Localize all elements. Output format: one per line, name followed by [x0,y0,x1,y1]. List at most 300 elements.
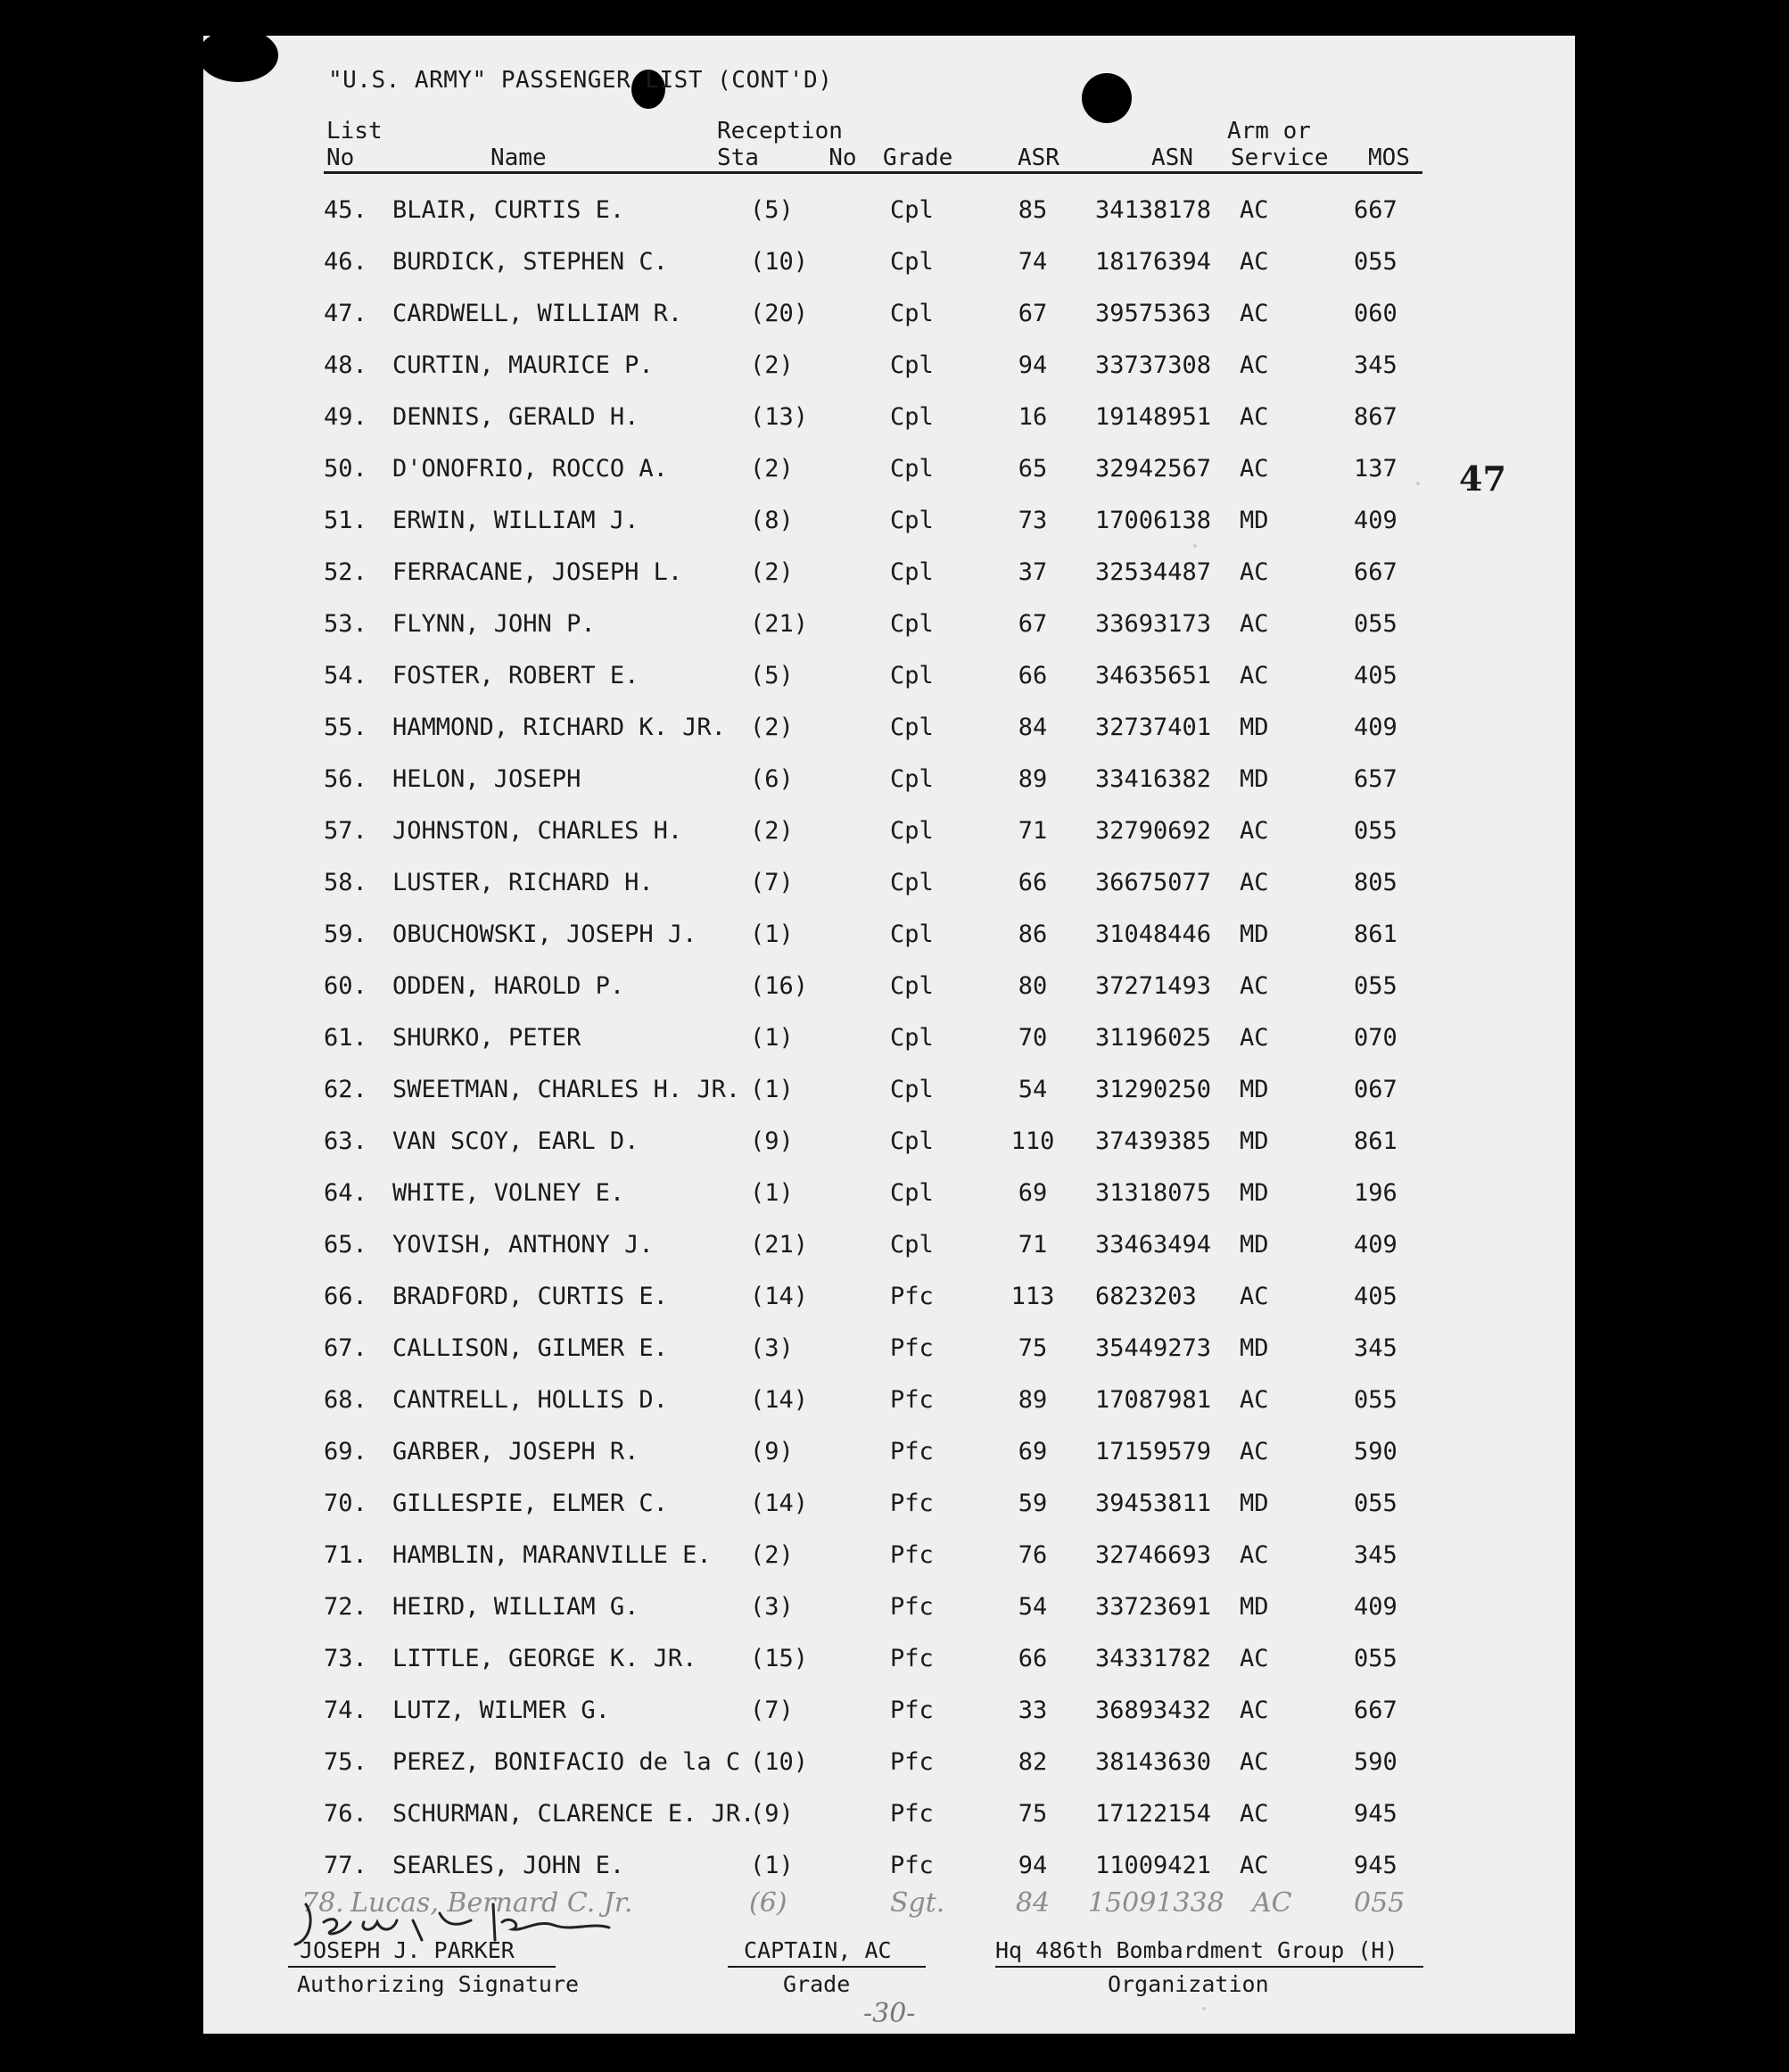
cell-arm: AC [1240,1800,1269,1828]
cell-mos: 067 [1354,1076,1397,1103]
table-row [203,972,1575,1024]
cell-list-no: 67. [324,1334,367,1362]
cell-asr: 67 [1018,610,1048,638]
cell-name: SHURKO, PETER [392,1024,581,1052]
cell-list-no: 76. [324,1800,367,1828]
table-row [203,714,1575,765]
cell-arm: MD [1240,714,1269,741]
cell-asn: 37271493 [1095,972,1212,1000]
cell-arm: AC [1240,610,1269,638]
cell-arm: AC [1240,196,1269,224]
ink-blot [1082,73,1132,123]
cell-name: BURDICK, STEPHEN C. [392,248,668,276]
cell-reception-sta: (2) [750,714,794,741]
cell-asn: 17122154 [1095,1800,1212,1828]
table-row [203,1231,1575,1283]
cell-mos: 590 [1354,1748,1397,1776]
cell-grade: Pfc [890,1800,934,1828]
cell-name: HELON, JOSEPH [392,765,581,793]
table-row [203,403,1575,455]
cell-asn: 38143630 [1095,1748,1212,1776]
cell-grade: Cpl [890,972,934,1000]
cell-reception-sta: (14) [750,1386,809,1414]
cell-grade: Sgt. [890,1887,945,1919]
cell-mos: 409 [1354,507,1397,534]
cell-asr: 94 [1018,1852,1048,1879]
signature-line [288,1966,556,1968]
cell-grade: Pfc [890,1438,934,1465]
margin-note: 47 [1459,458,1506,499]
cell-reception-sta: (14) [750,1490,809,1517]
cell-list-no: 73. [324,1645,367,1672]
cell-name: HAMMOND, RICHARD K. JR. [392,714,726,741]
cell-reception-sta: (7) [750,869,794,896]
cell-name: HEIRD, WILLIAM G. [392,1593,639,1621]
page-title: "U.S. ARMY" PASSENGER LIST (CONT'D) [328,67,833,94]
cell-name: LITTLE, GEORGE K. JR. [392,1645,697,1672]
cell-mos: 345 [1354,1334,1397,1362]
cell-reception-sta: (9) [750,1800,794,1828]
header-reception-top: Reception [717,118,843,144]
cell-mos: 861 [1354,920,1397,948]
cell-asr: 75 [1018,1800,1048,1828]
cell-arm: AC [1252,1887,1292,1919]
paper-speck [1416,482,1420,485]
cell-asr: 85 [1018,196,1048,224]
table-row [203,869,1575,920]
cell-grade: Cpl [890,507,934,534]
paper-speck [1202,2007,1206,2010]
cell-arm: AC [1240,1386,1269,1414]
cell-asr: 70 [1018,1024,1048,1052]
cell-name: VAN SCOY, EARL D. [392,1127,639,1155]
cell-arm: AC [1240,1438,1269,1465]
table-row [203,300,1575,351]
cell-arm: AC [1240,1541,1269,1569]
grade-caption: Grade [783,1971,851,1997]
signature-name: JOSEPH J. PARKER [300,1937,515,1963]
cell-reception-sta: (21) [750,1231,809,1259]
cell-name: Lucas, Bernard C. Jr. [350,1887,633,1919]
organization-caption: Organization [1108,1971,1269,1997]
header-asr: ASR [1018,144,1059,171]
cell-list-no: 77. [324,1852,367,1879]
cell-name: FLYNN, JOHN P. [392,610,596,638]
table-row [203,1645,1575,1696]
cell-grade: Cpl [890,869,934,896]
cell-arm: AC [1240,869,1269,896]
header-mos: MOS [1368,144,1410,171]
cell-reception-sta: (6) [750,765,794,793]
cell-asr: 89 [1018,765,1048,793]
cell-asr: 67 [1018,300,1048,327]
cell-name: BRADFORD, CURTIS E. [392,1283,668,1310]
table-row [203,765,1575,817]
cell-asr: 69 [1018,1438,1048,1465]
cell-asr: 75 [1018,1334,1048,1362]
cell-mos: 055 [1354,610,1397,638]
cell-list-no: 70. [324,1490,367,1517]
cell-reception-sta: (1) [750,1179,794,1207]
cell-reception-sta: (14) [750,1283,809,1310]
cell-name: JOHNSTON, CHARLES H. [392,817,683,845]
cell-name: SEARLES, JOHN E. [392,1852,625,1879]
cell-asr: 76 [1018,1541,1048,1569]
cell-list-no: 61. [324,1024,367,1052]
cell-reception-sta: (7) [750,1696,794,1724]
cell-reception-sta: (10) [750,248,809,276]
cell-name: ERWIN, WILLIAM J. [392,507,639,534]
page-number: -30- [863,1998,916,2029]
cell-asr: 54 [1018,1593,1048,1621]
cell-asr: 65 [1018,455,1048,483]
cell-list-no: 50. [324,455,367,483]
cell-reception-sta: (2) [750,1541,794,1569]
cell-asn: 32746693 [1095,1541,1212,1569]
cell-grade: Pfc [890,1696,934,1724]
cell-name: WHITE, VOLNEY E. [392,1179,625,1207]
cell-mos: 055 [1354,817,1397,845]
cell-arm: AC [1240,351,1269,379]
cell-list-no: 58. [324,869,367,896]
cell-reception-sta: (20) [750,300,809,327]
cell-asn: 36675077 [1095,869,1212,896]
cell-reception-sta: (3) [750,1593,794,1621]
cell-list-no: 66. [324,1283,367,1310]
cell-list-no: 78. [301,1887,344,1919]
cell-asr: 37 [1018,558,1048,586]
cell-arm: AC [1240,662,1269,689]
cell-arm: MD [1240,1127,1269,1155]
cell-grade: Cpl [890,403,934,431]
cell-asr: 54 [1018,1076,1048,1103]
header-name: Name [491,144,547,171]
cell-asn: 33416382 [1095,765,1212,793]
cell-name: PEREZ, BONIFACIO de la C [392,1748,741,1776]
table-row [203,920,1575,972]
cell-asr: 74 [1018,248,1048,276]
cell-arm: MD [1240,1076,1269,1103]
table-row [203,1490,1575,1541]
cell-grade: Pfc [890,1386,934,1414]
header-arm-top: Arm or [1227,118,1311,144]
cell-arm: AC [1240,558,1269,586]
table-row [203,455,1575,507]
cell-grade: Cpl [890,817,934,845]
cell-list-no: 69. [324,1438,367,1465]
table-row [203,610,1575,662]
cell-grade: Cpl [890,1024,934,1052]
cell-list-no: 62. [324,1076,367,1103]
table-row [203,1541,1575,1593]
cell-mos: 657 [1354,765,1397,793]
cell-grade: Cpl [890,300,934,327]
cell-list-no: 63. [324,1127,367,1155]
cell-grade: Cpl [890,248,934,276]
cell-asn: 32534487 [1095,558,1212,586]
cell-name: FERRACANE, JOSEPH L. [392,558,683,586]
cell-arm: MD [1240,1179,1269,1207]
cell-grade: Cpl [890,610,934,638]
cell-asn: 39575363 [1095,300,1212,327]
cell-name: HAMBLIN, MARANVILLE E. [392,1541,712,1569]
cell-list-no: 48. [324,351,367,379]
cell-reception-sta: (21) [750,610,809,638]
table-row [203,351,1575,403]
cell-arm: AC [1240,248,1269,276]
cell-asr: 84 [1018,714,1048,741]
cell-arm: AC [1240,403,1269,431]
cell-list-no: 60. [324,972,367,1000]
cell-grade: Cpl [890,1076,934,1103]
cell-asn: 31318075 [1095,1179,1212,1207]
cell-grade: Pfc [890,1490,934,1517]
cell-arm: MD [1240,1593,1269,1621]
cell-mos: 345 [1354,1541,1397,1569]
cell-mos: 409 [1354,1593,1397,1621]
cell-reception-sta: (9) [750,1127,794,1155]
cell-reception-sta: (1) [750,1024,794,1052]
cell-arm: AC [1240,300,1269,327]
table-row [203,817,1575,869]
cell-grade: Cpl [890,765,934,793]
signature-caption: Authorizing Signature [297,1971,580,1997]
cell-asr: 71 [1018,817,1048,845]
cell-reception-sta: (13) [750,403,809,431]
cell-grade: Cpl [890,1179,934,1207]
cell-grade: Cpl [890,662,934,689]
cell-mos: 055 [1354,1386,1397,1414]
cell-reception-sta: (1) [750,920,794,948]
cell-mos: 861 [1354,1127,1397,1155]
cell-arm: MD [1240,1490,1269,1517]
cell-name: LUTZ, WILMER G. [392,1696,610,1724]
cell-mos: 945 [1354,1852,1397,1879]
cell-list-no: 52. [324,558,367,586]
cell-name: FOSTER, ROBERT E. [392,662,639,689]
cell-mos: 667 [1354,558,1397,586]
cell-name: CURTIN, MAURICE P. [392,351,654,379]
cell-mos: 060 [1354,300,1397,327]
cell-reception-sta: (2) [750,455,794,483]
table-row [203,1076,1575,1127]
cell-asn: 33693173 [1095,610,1212,638]
header-rule [324,171,1422,174]
cell-list-no: 75. [324,1748,367,1776]
cell-asr: 71 [1018,1231,1048,1259]
cell-name: YOVISH, ANTHONY J. [392,1231,654,1259]
cell-name: BLAIR, CURTIS E. [392,196,625,224]
organization-line [995,1966,1423,1968]
cell-asn: 31290250 [1095,1076,1212,1103]
cell-arm: MD [1240,1231,1269,1259]
organization-value: Hq 486th Bombardment Group (H) [995,1937,1398,1963]
cell-name: SCHURMAN, CLARENCE E. JR. [392,1800,755,1828]
cell-list-no: 53. [324,610,367,638]
cell-list-no: 46. [324,248,367,276]
cell-mos: 055 [1354,248,1397,276]
cell-asr: 113 [1010,1283,1055,1310]
table-row [203,662,1575,714]
cell-asn: 31048446 [1095,920,1212,948]
table-row [203,1127,1575,1179]
cell-mos: 345 [1354,351,1397,379]
cell-arm: AC [1240,972,1269,1000]
cell-arm: MD [1240,1334,1269,1362]
cell-reception-sta: (2) [750,817,794,845]
table-row [203,507,1575,558]
cell-arm: AC [1240,1748,1269,1776]
table-row [203,1593,1575,1645]
cell-asr: 73 [1018,507,1048,534]
cell-grade: Pfc [890,1852,934,1879]
cell-mos: 667 [1354,1696,1397,1724]
cell-list-no: 65. [324,1231,367,1259]
cell-name: CALLISON, GILMER E. [392,1334,668,1362]
cell-mos: 405 [1354,1283,1397,1310]
cell-mos: 805 [1354,869,1397,896]
cell-asn: 19148951 [1095,403,1212,431]
cell-asr: 82 [1018,1748,1048,1776]
table-row [203,1696,1575,1748]
cell-reception-sta: (1) [750,1852,794,1879]
table-row [203,1748,1575,1800]
cell-mos: 867 [1354,403,1397,431]
cell-asn: 32790692 [1095,817,1212,845]
cell-asn: 31196025 [1095,1024,1212,1052]
cell-list-no: 59. [324,920,367,948]
cell-mos: 055 [1354,972,1397,1000]
cell-asn: 37439385 [1095,1127,1212,1155]
cell-name: DENNIS, GERALD H. [392,403,639,431]
ink-blot [198,29,278,82]
table-row [203,248,1575,300]
grade-value: CAPTAIN, AC [744,1937,892,1963]
cell-arm: MD [1240,920,1269,948]
cell-reception-sta: (10) [750,1748,809,1776]
cell-grade: Cpl [890,920,934,948]
cell-mos: 070 [1354,1024,1397,1052]
cell-asn: 33723691 [1095,1593,1212,1621]
cell-arm: MD [1240,765,1269,793]
table-row [203,1438,1575,1490]
cell-grade: Pfc [890,1645,934,1672]
cell-asr: 80 [1018,972,1048,1000]
cell-reception-sta: (6) [749,1887,787,1919]
table-row [203,196,1575,248]
cell-list-no: 68. [324,1386,367,1414]
cell-asr: 86 [1018,920,1048,948]
cell-name: D'ONOFRIO, ROCCO A. [392,455,668,483]
cell-grade: Cpl [890,558,934,586]
cell-asr: 94 [1018,351,1048,379]
header-asn: ASN [1151,144,1193,171]
cell-asr: 66 [1018,1645,1048,1672]
cell-grade: Cpl [890,455,934,483]
cell-asn: 34138178 [1095,196,1212,224]
cell-name: OBUCHOWSKI, JOSEPH J. [392,920,697,948]
cell-grade: Pfc [890,1541,934,1569]
cell-reception-sta: (2) [750,558,794,586]
cell-asr: 66 [1018,662,1048,689]
cell-list-no: 74. [324,1696,367,1724]
cell-reception-sta: (15) [750,1645,809,1672]
cell-reception-sta: (3) [750,1334,794,1362]
cell-grade: Cpl [890,1231,934,1259]
cell-reception-sta: (9) [750,1438,794,1465]
cell-arm: AC [1240,1283,1269,1310]
cell-arm: AC [1240,455,1269,483]
cell-list-no: 55. [324,714,367,741]
cell-grade: Pfc [890,1334,934,1362]
cell-name: CARDWELL, WILLIAM R. [392,300,683,327]
cell-list-no: 72. [324,1593,367,1621]
cell-grade: Cpl [890,351,934,379]
cell-asr: 66 [1018,869,1048,896]
cell-name: GARBER, JOSEPH R. [392,1438,639,1465]
cell-asn: 17006138 [1095,507,1212,534]
cell-asr: 16 [1018,403,1048,431]
cell-reception-sta: (5) [750,196,794,224]
cell-asr: 33 [1018,1696,1048,1724]
table-row [203,1283,1575,1334]
table-row [203,558,1575,610]
cell-asr: 59 [1018,1490,1048,1517]
cell-asr: 84 [1015,1887,1051,1919]
cell-asn: 17087981 [1095,1386,1212,1414]
cell-list-no: 49. [324,403,367,431]
header-grade: Grade [883,144,953,171]
cell-reception-sta: (2) [750,351,794,379]
cell-mos: 055 [1354,1490,1397,1517]
table-row [203,1334,1575,1386]
cell-list-no: 45. [324,196,367,224]
cell-mos: 196 [1354,1179,1397,1207]
cell-list-no: 57. [324,817,367,845]
cell-mos: 055 [1354,1887,1406,1919]
cell-list-no: 54. [324,662,367,689]
cell-asn: 6823203 [1095,1283,1197,1310]
cell-asn: 39453811 [1095,1490,1212,1517]
cell-mos: 667 [1354,196,1397,224]
cell-mos: 409 [1354,714,1397,741]
cell-mos: 590 [1354,1438,1397,1465]
cell-reception-sta: (16) [750,972,809,1000]
cell-asn: 32737401 [1095,714,1212,741]
header-arm-bottom: Service [1231,144,1329,171]
cell-name: SWEETMAN, CHARLES H. JR. [392,1076,741,1103]
cell-reception-sta: (1) [750,1076,794,1103]
cell-name: CANTRELL, HOLLIS D. [392,1386,668,1414]
cell-grade: Cpl [890,1127,934,1155]
cell-mos: 137 [1354,455,1397,483]
table-row [203,1179,1575,1231]
cell-asn: 33737308 [1095,351,1212,379]
cell-asn: 11009421 [1095,1852,1212,1879]
cell-arm: AC [1240,817,1269,845]
cell-arm: AC [1240,1645,1269,1672]
cell-reception-sta: (8) [750,507,794,534]
cell-asr: 110 [1010,1127,1055,1155]
cell-grade: Pfc [890,1748,934,1776]
cell-list-no: 64. [324,1179,367,1207]
table-row [203,1800,1575,1852]
table-row [203,1386,1575,1438]
cell-asn: 18176394 [1095,248,1212,276]
cell-mos: 409 [1354,1231,1397,1259]
cell-name: LUSTER, RICHARD H. [392,869,654,896]
header-list-bottom: No [326,144,355,171]
